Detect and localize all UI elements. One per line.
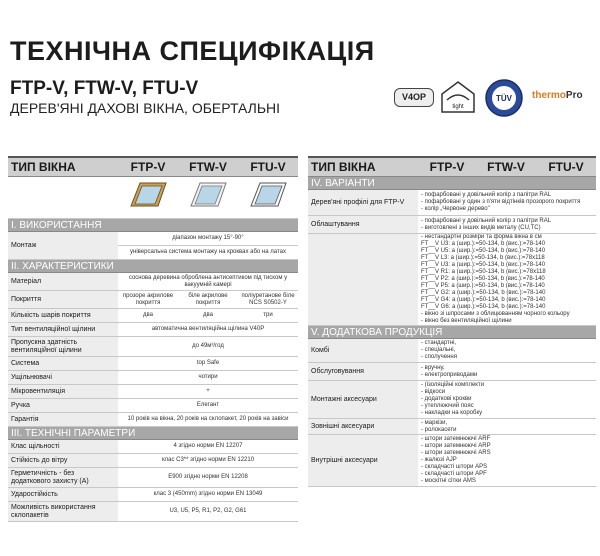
- value-impact: клас 3 (450mm) згідно норми EN 13049: [118, 488, 298, 502]
- label-impact: Ударостійкість: [8, 488, 118, 502]
- label-material: Матеріал: [8, 273, 118, 291]
- label-internal: Внутрішні аксесуари: [308, 435, 418, 487]
- window-thumbnails-row: [8, 177, 298, 219]
- value-tightness: 4 згідно норми EN 12207: [118, 440, 298, 454]
- label-tightness: Клас щільності: [8, 440, 118, 454]
- col-ftp: FTP-V: [118, 157, 178, 177]
- value-flashing: - пофарбовані у довільний колір з палітри RAL - виготовлені з інших видів металу (CU,TC): [418, 216, 596, 234]
- value-internal: - штори затемнюючі ARF - штори затемнюючі ARP - штори затемнюючі ARS - жалюзі AJP - складчасті штори APS - складчасті штори APF - москітні сітки AMS: [418, 435, 596, 487]
- value-vent-type: автоматична вентиляційна щілина V40P: [118, 323, 298, 337]
- label-seals: Ущільнювачі: [8, 371, 118, 385]
- value-combi: - стандартні, - спеціальні, - сполучення: [418, 339, 596, 363]
- value-handle: Елегант: [118, 399, 298, 413]
- value-service: - вручну, - електроприводами: [418, 363, 596, 381]
- label-glazing: Можливість використання склопакетів: [8, 502, 118, 522]
- models-heading: FTP-V, FTW-V, FTU-V: [10, 78, 199, 99]
- label-profiles: Дерев'яні профілі для FTP-V: [308, 190, 418, 216]
- label-combi: Комбі: [308, 339, 418, 363]
- left-table-header: [8, 157, 298, 177]
- label-external: Зовнішні аксесуари: [308, 419, 418, 435]
- value-seals: чотири: [118, 371, 298, 385]
- page-subtitle: ДЕРЕВ'ЯНІ ДАХОВІ ВІКНА, ОБЕРТАЛЬНІ: [10, 100, 281, 116]
- label-warranty: Гарантія: [8, 413, 118, 427]
- tightness-icon: [439, 80, 477, 114]
- label-vent-capacity: Пропускна здатність вентиляційної щілини: [8, 337, 118, 357]
- value-layers-ftw: два: [178, 309, 238, 323]
- ftw-window-icon: [178, 177, 238, 219]
- col-type-right: ТИП ВІКНА: [308, 157, 418, 177]
- value-mount: - (ізоляційні комплекти - відкоси - додаткові крокви - утеплюючий пояс - накладки на коробку: [418, 381, 596, 419]
- col-ftw: FTW-V: [178, 157, 238, 177]
- tuv-logo-text: TÜV: [496, 94, 512, 103]
- label-water: Герметичність - без додаткового захисту (A): [8, 468, 118, 488]
- value-layers-ftp: два: [118, 309, 178, 323]
- label-mount: Монтажні аксесуари: [308, 381, 418, 419]
- value-vent-capacity: до 49м³/год: [118, 337, 298, 357]
- col-type: ТИП ВІКНА: [8, 157, 118, 177]
- section-characteristics: II. ХАРАКТЕРИСТИКИ: [8, 260, 298, 273]
- value-sizes: - нестандартні розміри та форма вікна в см FT__V U3: a (шир.):=50-134, b (вис.):=78-140 FT__V U5: a (шир.):=50-134, b (вис.):=78-140 FT__V L3: a (шир.):=50-134, b (вис.):=78x118 FT__V U3: a (шир.):=50-134, b (вис.):=78-140 FT__V R1: a (шир.):=50-134, b (вис.):=78x118 FT__V P2: a (шир.):=50-134, b (вис.):=78-140 FT__V P5: a (шир.):=50-134, b (вис.):=78-140 FT__V G2: a (шир.):=50-134, b (вис.):=78-140 FT__V G4: a (шир.):=50-134, b (вис.):=78-140 FT__V G6: a (шир.):=50-134, b (вис.):=78-140 - вікно зі шпросами з облицюванням чорного кольору - вікно без вентиляційної щілини: [418, 234, 596, 326]
- right-table-header: [308, 157, 596, 177]
- value-montazh-1: діапазон монтажу 15°-90°: [118, 232, 298, 246]
- label-flashing: Облаштування: [308, 216, 418, 234]
- value-coating-ftu: поліуретанове біле NCS S0502-Y: [238, 291, 298, 309]
- value-coating-ftw: біле акрилове покриття: [178, 291, 238, 309]
- section-additional: V. ДОДАТКОВА ПРОДУКЦІЯ: [308, 326, 596, 339]
- label-handle: Ручка: [8, 399, 118, 413]
- value-material: соснова деревина оброблена антисептиком під тиском у вакуумній камері: [118, 273, 298, 291]
- thermopro-logo: [532, 90, 583, 101]
- tight-logo-text: tight: [452, 104, 464, 110]
- value-wind: клас C3** згідно норми EN 12210: [118, 454, 298, 468]
- label-montazh: Монтаж: [8, 232, 118, 260]
- label-coating: Покриття: [8, 291, 118, 309]
- value-coating-ftp: прозоре акрилове покриття: [118, 291, 178, 309]
- section-technical: III. ТЕХНІЧНІ ПАРАМЕТРИ: [8, 427, 298, 440]
- ftu-window-icon: [238, 177, 298, 219]
- label-microvent: Мікровентиляція: [8, 385, 118, 399]
- certification-logos: [384, 78, 596, 120]
- value-microvent: +: [118, 385, 298, 399]
- value-water: E900 згідно норми EN 12208: [118, 468, 298, 488]
- right-spec-table: [308, 156, 596, 487]
- value-external: - маркізи, - ролокасети: [418, 419, 596, 435]
- col-ftp-right: FTP-V: [418, 157, 476, 177]
- label-wind: Стійкість до вітру: [8, 454, 118, 468]
- ftp-window-icon: [118, 177, 178, 219]
- value-system: top Safe: [118, 357, 298, 371]
- value-montazh-2: універсальна система монтажу на крокваx або на латах: [118, 246, 298, 260]
- v4op-logo: V4OP: [394, 88, 434, 107]
- label-layers: Кількість шарів покриття: [8, 309, 118, 323]
- col-ftw-right: FTW-V: [476, 157, 536, 177]
- value-layers-ftu: три: [238, 309, 298, 323]
- label-system: Система: [8, 357, 118, 371]
- section-variants: IV. ВАРІАНТИ: [308, 177, 596, 190]
- thermo-logo-text-b: Pro: [565, 90, 583, 101]
- section-usage: I. ВИКОРИСТАННЯ: [8, 219, 298, 232]
- label-service: Обслуговування: [308, 363, 418, 381]
- col-ftu: FTU-V: [238, 157, 298, 177]
- thermo-logo-text-a: thermo: [532, 90, 566, 101]
- page-title: ТЕХНІЧНА СПЕЦИФІКАЦІЯ: [10, 36, 375, 66]
- label-vent-type: Тип вентиляційної щілини: [8, 323, 118, 337]
- left-spec-table: [8, 156, 298, 522]
- value-glazing: U3, U5, P5, R1, P2, G2, G61: [118, 502, 298, 522]
- value-warranty: 10 років на вікна, 20 років на склопакет, 20 років на завіси: [118, 413, 298, 427]
- tuv-badge-icon: [484, 78, 524, 118]
- value-profiles: - пофарбовані у довільний колір з палітри RAL - пофарбовані у один з п'яти відтінків прозорого покриття - колір „Червоне дерево": [418, 190, 596, 216]
- col-ftu-right: FTU-V: [536, 157, 596, 177]
